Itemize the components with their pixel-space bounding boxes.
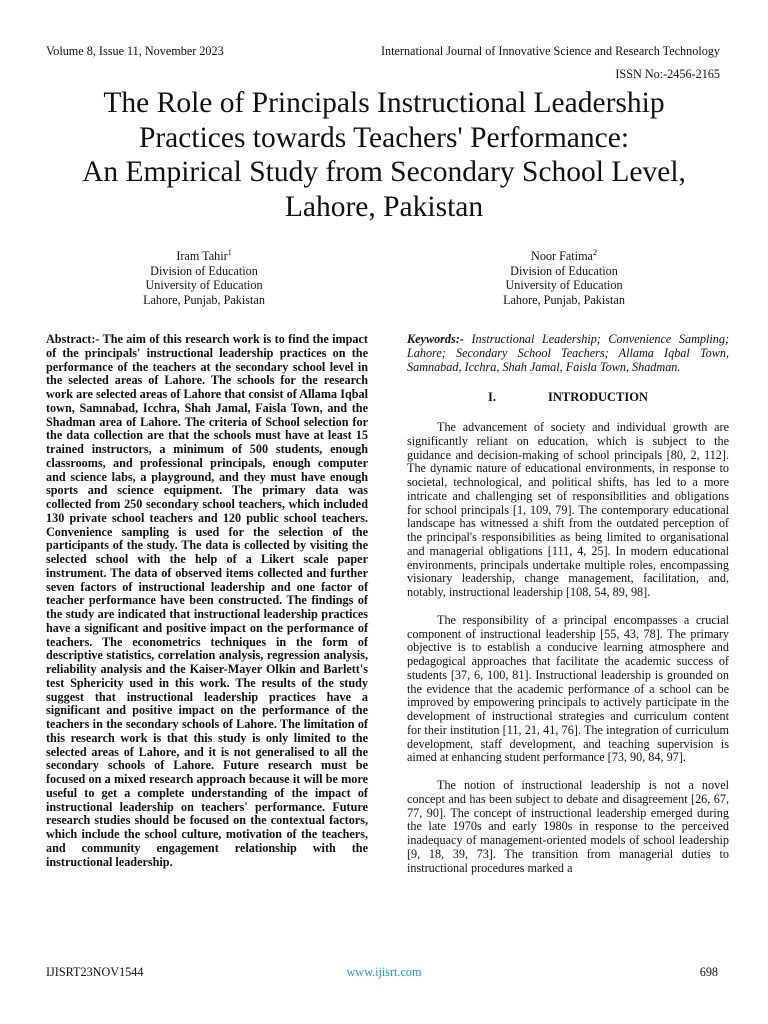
author-block [94,249,314,307]
paper-title [20,86,748,224]
author-department: Division of Education [510,263,618,278]
body-paragraph: The responsibility of a principal encompasses a crucial component of instructional leadership [55, 43, 78]. The primary objective is to establish a conducive learning atmosphere and pedagogical approaches that facilitate the academic success of students [37, 6, 100, 81]. Instructional leadership is grounded on the evidence that the academic performance of a school can be improved by empowering principals to actively participate in the development of instructional strategies and curriculum content for their institution [11, 21, 41, 76]. The integration of curriculum development, staff development, and teaching supervision is aimed at enhancing student performance [73, 90, 84, 97]. [407,612,729,765]
author-location: Lahore, Punjab, Pakistan [503,292,625,307]
abstract [46,333,368,869]
keywords [407,333,729,374]
body-paragraph: The advancement of society and individual growth are significantly reliant on education, which is subject to the guidance and decision-making of school principals [80, 2, 112]. The dynamic nature of educational environments, in response to societal, technological, and political shifts, has led to a more intricate and challenging set of responsibilities and obligations for school principals [1, 109, 79]. The contemporary educational landscape has witnessed a shift from the outdated perception of the principal's responsibilities as being limited to organisational and managerial obligations [111, 4, 25]. In modern educational environments, principals undertake multiple roles, encompassing visionary leadership, change management, facilitation, and, notably, instructional leadership [108, 54, 89, 98]. [407,420,729,599]
page-number: 698 [699,965,718,979]
section-heading [407,391,729,405]
footer-link-container [0,965,768,980]
journal-name: International Journal of Innovative Science and Research Technology [380,44,720,58]
section-title: INTRODUCTION [547,390,648,405]
body-paragraph: The notion of instructional leadership is not a novel concept and has been subject to debate and disagreement [26, 67, 77, 90]. The concept of instructional leadership emerged during the late 1970s and early 1980s in response to the perceived inadequacy of management-oriented models of school leadership [9, 18, 39, 73]. The transition from managerial duties to instructional procedures marked a [407,778,729,875]
left-column [46,333,368,869]
author-affil-mark: 2 [592,247,597,257]
abstract-text: The aim of this research work is to find the impact of the principals' instructional leadership practices on the performance of the teachers at the secondary school level in the selected areas of Lahore. The schools for the research work are selected areas of Lahore that consist of Allama Iqbal town, Samnabad, Icchra, Shah Jamal, Faisla Town, and the Shadman area of Lahore. The criteria of School selection for the data collection are that the schools must have at least 15 trained instructors, a minimum of 500 students, enough classrooms, and professional principals, enough computer and science labs, a playground, and they must have enough sports and science equipment. The primary data was collected from 250 secondary school teachers, which included 130 private school teachers and 120 public school teachers. Convenience sampling is used for the selection of the participants of the study. The data is collected by visiting the selected school with the help of a Likert scale paper instrument. The data of observed items collected and further seven factors of instructional leadership and one factor of teacher performance have been constructed. The findings of the study are indicated that instructional leadership practices have a significant and positive impact on the performance of teachers. The econometrics techniques in the form of descriptive statistics, correlation analysis, regression analysis, reliability analysis and the Kaiser-Mayer Olkin and Barlett's test Sphericity used in this work. The results of the study suggest that instructional leadership practices have a significant and positive impact on the performance of the teachers in the secondary schools of Lahore. The limitation of this research work is that this study is only limited to the selected areas of Lahore, and it is not generalised to all the secondary schools of Lahore. Future research must be focused on a mixed research approach because it will be more useful to get a complete understanding of the impact of instructional leadership on teachers' performance. Future research studies should be focused on the contextual factors, which include the school culture, motivation of the teachers, and community engagement relationship with the instructional leadership. [46,332,368,869]
website-link[interactable]: www.ijisrt.com [346,965,422,979]
section-number: I. [487,390,496,405]
title-line: The Role of Principals Instructional Leadership [103,87,665,119]
title-line: Practices towards Teachers' Performance: [138,121,630,154]
paper-id: IJISRT23NOV1544 [46,965,144,979]
abstract-label: Abstract:- [46,332,100,346]
keywords-text: Instructional Leadership; Convenience Sampling; Lahore; Secondary School Teachers; Allama Iqbal Town, Samnabad, Icchra, Shah Jamal, Faisla Town, Shadman. [407,332,729,374]
right-column [407,333,729,889]
author-name: Iram Tahir [176,249,228,263]
author-block [454,249,674,307]
author-department: Division of Education [150,263,258,278]
title-line: Lahore, Pakistan [284,190,484,223]
issn: ISSN No:-2456-2165 [615,67,720,81]
author-university: University of Education [505,278,623,292]
author-affil-mark: 1 [227,247,232,257]
keywords-label: Keywords:- [407,332,464,346]
author-name: Noor Fatima [531,249,593,263]
volume-issue: Volume 8, Issue 11, November 2023 [46,44,224,58]
author-location: Lahore, Punjab, Pakistan [143,292,265,307]
author-university: University of Education [145,278,263,292]
title-line: An Empirical Study from Secondary School Level, [82,156,686,188]
